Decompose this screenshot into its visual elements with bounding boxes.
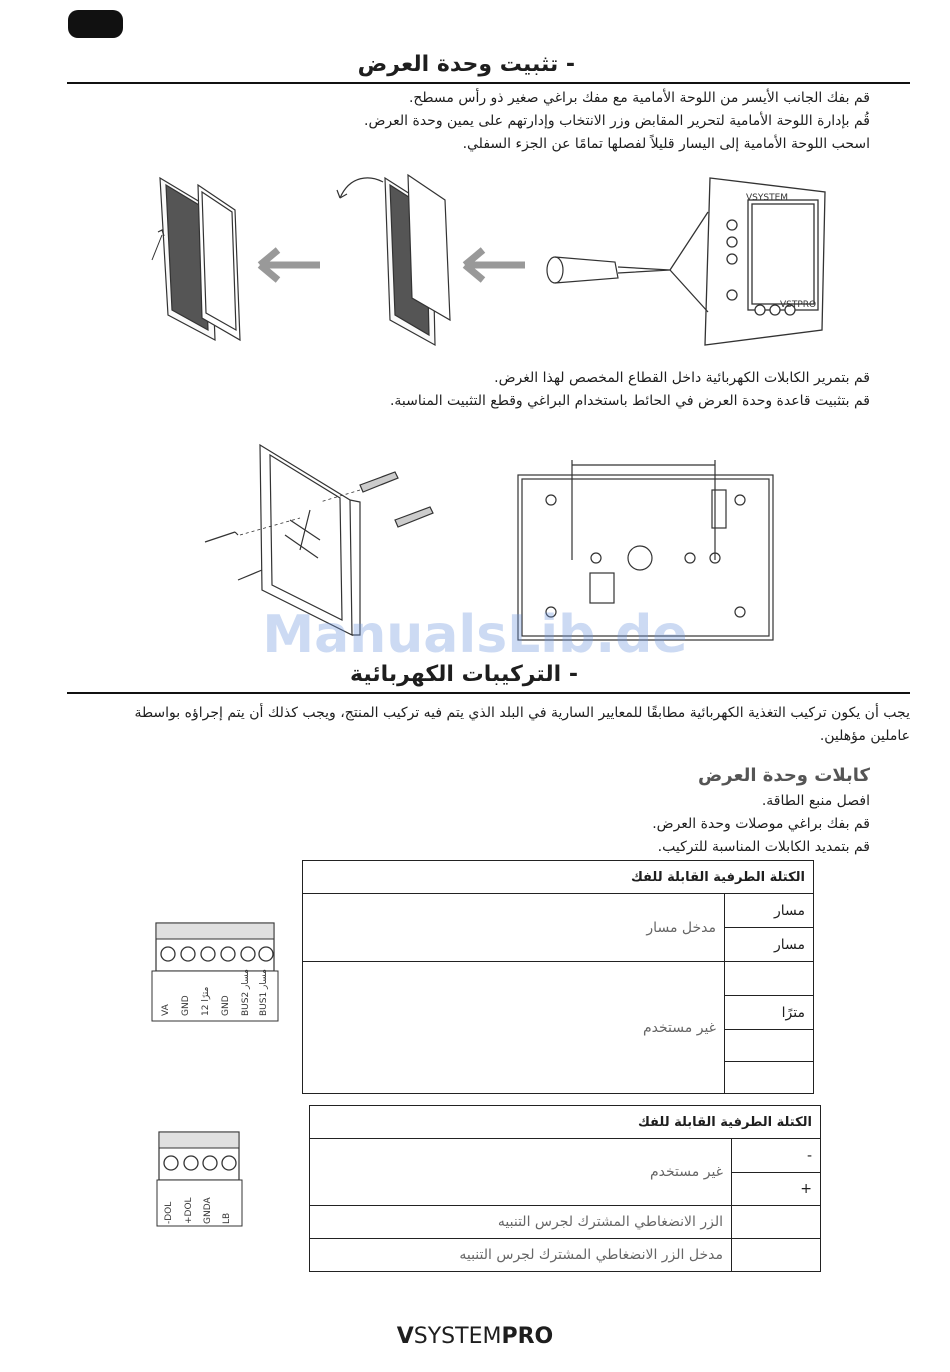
- terminal-label: BUS2 مسار: [241, 968, 251, 1016]
- terminal-label: -DOL: [164, 1201, 174, 1224]
- cable-step: افصل منبع الطاقة.: [761, 793, 870, 809]
- brand-system: SYSTEM: [413, 1324, 502, 1349]
- terminal-label: GND: [221, 995, 231, 1016]
- title-rule: [67, 692, 910, 694]
- screw-icon: [205, 532, 238, 542]
- terminal-screw-icon: [222, 1156, 236, 1170]
- wall-plug-icon: [395, 507, 433, 527]
- panel-removal-figure: [140, 170, 840, 355]
- cable-steps: [652, 790, 870, 859]
- install-steps: [364, 87, 870, 156]
- table-cell-desc: غير مستخدم: [310, 1139, 732, 1206]
- table-cell-label: مسار: [725, 894, 814, 928]
- install-step: اسحب اللوحة الأمامية إلى اليسار قليلاً لفصلها تمامًا عن الجزء السفلي.: [462, 136, 870, 152]
- cable-step: قم بفك براغي موصلات وحدة العرض.: [652, 816, 870, 832]
- table-cell-label: [732, 1239, 821, 1272]
- terminal-block-2: [155, 1130, 245, 1230]
- table-cell-label: [725, 1062, 814, 1094]
- display-unit-illustration: [670, 178, 825, 345]
- terminal-screw-icon: [161, 947, 175, 961]
- terminal-label: LB: [222, 1212, 232, 1224]
- body-line: يجب أن يكون تركيب التغذية الكهربائية مطابقًا للمعايير السارية في البلد الذي يتم فيه تركيب المنتج، ويجب كذلك أن يتم إجراؤه بواسطة: [134, 705, 910, 721]
- body-line: عاملين مؤهلين.: [819, 728, 910, 744]
- table-cell-label: [725, 962, 814, 996]
- watermark: ManualsLib.de: [262, 605, 688, 665]
- table-header: الكتلة الطرفية القابلة للفك: [303, 861, 814, 894]
- terminal-label: BUS1 مسار: [259, 968, 269, 1016]
- terminal-label: GND: [181, 995, 191, 1016]
- terminal-label: VA: [161, 1004, 171, 1016]
- mount-steps: [390, 367, 870, 413]
- brand-pro: PRO: [501, 1324, 554, 1349]
- panel-brand-label: VSYSTEM: [746, 193, 789, 203]
- table-cell-label: مسار: [725, 928, 814, 962]
- terminal-block-1: [150, 920, 285, 1025]
- table-header: الكتلة الطرفية القابلة للفك: [310, 1106, 821, 1139]
- terminal-label: +DOL: [184, 1197, 194, 1224]
- separated-panel-illustration: [152, 178, 240, 340]
- section-title-install: - تثبيت وحدة العرض: [357, 52, 575, 77]
- title-rule: [67, 82, 910, 84]
- terminal-screw-icon: [203, 1156, 217, 1170]
- electrical-body: [134, 702, 910, 748]
- table-cell-label: [725, 1030, 814, 1062]
- mount-step: قم بتثبيت قاعدة وحدة العرض في الحائط باستخدام البراغي وقطع التثبيت المناسبة.: [389, 393, 870, 409]
- install-step: قم بفك الجانب الأيسر من اللوحة الأمامية مع مفك براغي صغير ذو رأس مسطح.: [408, 90, 870, 106]
- section-title-electrical: - التركيبات الكهربائية: [350, 662, 578, 687]
- table-cell-desc: غير مستخدم: [303, 962, 725, 1094]
- terminal-screw-icon: [259, 947, 273, 961]
- terminal-label: 12 مترًا: [201, 986, 211, 1016]
- table-cell-label: [732, 1206, 821, 1239]
- terminal-table-1: [302, 860, 814, 1094]
- terminal-screw-icon: [221, 947, 235, 961]
- screwdriver-icon: [547, 257, 670, 283]
- cables-subtitle: كابلات وحدة العرض: [698, 765, 870, 786]
- panel-model-label: VSTPRO: [780, 300, 817, 310]
- terminal-label: GNDA: [203, 1197, 213, 1224]
- table-cell-label: -: [732, 1139, 821, 1173]
- table-cell-desc: مدخل الزر الانضغاطي المشترك لجرس التنبيه: [310, 1239, 732, 1272]
- table-cell-desc: الزر الانضغاطي المشترك لجرس التنبيه: [310, 1206, 732, 1239]
- terminal-screw-icon: [181, 947, 195, 961]
- table-cell-label: مترًا: [725, 996, 814, 1030]
- screw-icon: [238, 570, 262, 580]
- terminal-screw-icon: [241, 947, 255, 961]
- wall-plug-icon: [360, 472, 398, 492]
- install-step: قُم بإدارة اللوحة الأمامية لتحرير المقابض وزر الانتخاب وإدارتهم على يمين وحدة العرض.: [364, 113, 870, 129]
- table-cell-desc: مدخل مسار: [303, 894, 725, 962]
- mount-step: قم بتمرير الكابلات الكهربائية داخل القطاع المخصص لهذا الغرض.: [494, 370, 870, 386]
- terminal-screw-icon: [164, 1156, 178, 1170]
- brand-v: V: [396, 1324, 414, 1349]
- arrow-left-icon: [465, 250, 525, 280]
- cable-step: قم بتمديد الكابلات المناسبة للتركيب.: [657, 839, 870, 855]
- rotating-panel-illustration: [337, 175, 450, 345]
- table-cell-label: +: [732, 1173, 821, 1206]
- terminal-screw-icon: [184, 1156, 198, 1170]
- page-tab-marker: [68, 10, 123, 38]
- arrow-left-icon: [260, 250, 320, 280]
- terminal-screw-icon: [201, 947, 215, 961]
- footer-brand-logo: [0, 1324, 950, 1349]
- terminal-table-2: [309, 1105, 821, 1272]
